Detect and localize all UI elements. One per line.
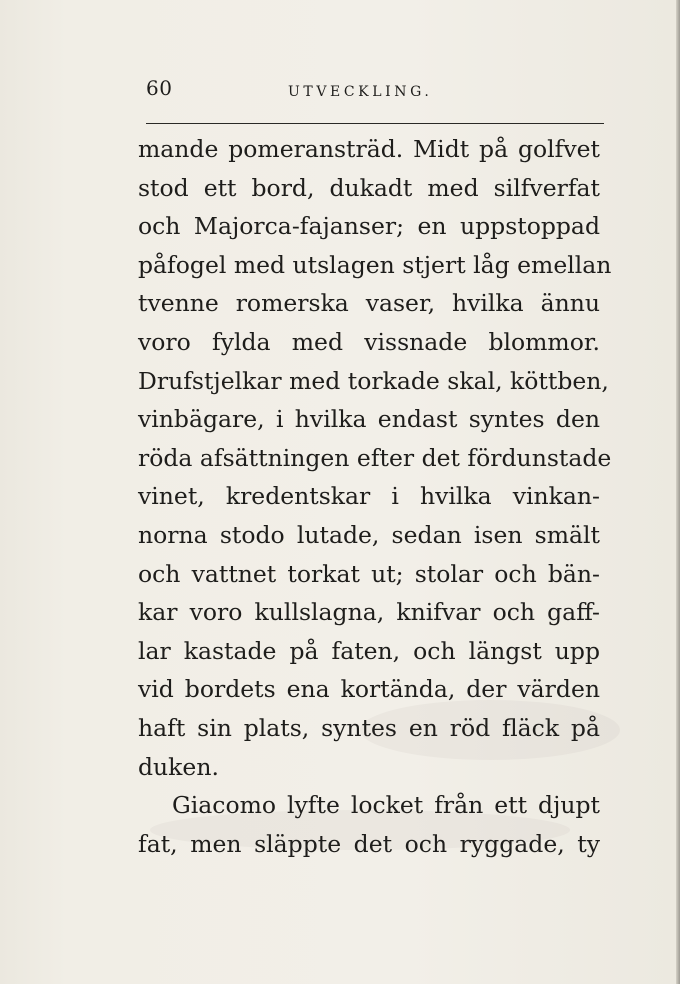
text-line: Drufstjelkar med torkade skal, köttben, <box>138 366 609 395</box>
body-text <box>138 130 612 863</box>
text-line: norna stodo lutade, sedan isen smält <box>138 520 600 549</box>
text-line: voro fylda med vissnade blommor. <box>138 327 600 356</box>
text-line: lar kastade på faten, och längst upp <box>138 636 600 665</box>
text-line: vinbägare, i hvilka endast syntes den <box>138 405 600 434</box>
text-line: tvenne romerska vaser, hvilka ännu <box>138 289 600 318</box>
text-line: och vattnet torkat ut; stolar och bän- <box>138 559 600 588</box>
text-line: haft sin plats, syntes en röd fläck på <box>138 713 600 742</box>
text-line: fat, men släppte det och ryggade, ty <box>138 829 600 858</box>
text-line: vinet, kredentskar i hvilka vinkan- <box>138 482 600 511</box>
text-line: duken. <box>138 752 219 781</box>
text-line: mande pomeransträd. Midt på golfvet <box>138 135 600 163</box>
text-line: Giacomo lyfte locket från ett djupt <box>172 791 600 820</box>
text-line: och Majorca-fajanser; en uppstoppad <box>138 212 600 241</box>
text-line: röda afsättningen efter det fördunstade <box>138 443 612 472</box>
page-number: 60 <box>146 76 173 100</box>
running-title: UTVECKLING. <box>288 84 433 100</box>
header-rule <box>146 123 604 124</box>
text-line: kar voro kullslagna, knifvar och gaff- <box>138 598 600 627</box>
text-line: vid bordets ena kortända, der värden <box>138 675 600 704</box>
text-line: påfogel med utslagen stjert låg emellan <box>138 250 612 279</box>
page-edge <box>676 0 680 984</box>
page-header <box>146 76 604 102</box>
text-line: stod ett bord, dukadt med silfverfat <box>138 173 600 202</box>
